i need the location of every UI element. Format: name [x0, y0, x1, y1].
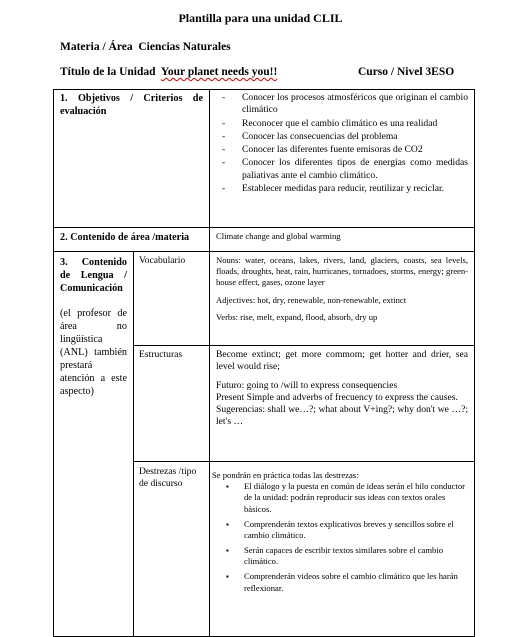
objective-item: - Conocer las diferentes fuente emisoras de CO2: [210, 144, 468, 156]
unit-value: Your planet needs you!!: [160, 66, 278, 78]
content-value: Climate change and global warming: [216, 231, 341, 241]
objective-item: - Conocer las consecuencias del problema: [210, 131, 468, 143]
course-line: [358, 66, 454, 78]
table-row-content: [54, 228, 475, 252]
subject-label: Materia / Área: [60, 41, 133, 53]
objectives-cell: [210, 90, 475, 228]
course-value: 3ESO: [425, 66, 455, 78]
objective-item: - Conocer los diferentes tipos de energías como medidas paliativas ante el cambio climático.: [210, 157, 468, 182]
unit-label: Título de la Unidad: [60, 66, 156, 78]
vocab-verbs: Verbs: rise, melt, expand, flood, absorb, dry up: [216, 311, 378, 322]
subject-value: Ciencias Naturales: [138, 41, 231, 53]
vocab-adjectives: Adjectives: hot, dry, renewable, non-renewable, extinct: [216, 294, 407, 305]
structures-cell: [210, 346, 475, 462]
structures-line: Present Simple and adverbs of frecuency to express the causes.: [216, 391, 458, 403]
vocab-label: Vocabulario: [139, 255, 186, 266]
objectives-list: [210, 92, 468, 195]
skill-item: ▪ El diálogo y la puesta en común de ideas serán el hilo conductor de la unidad: podrán reproducir sus ideas con textos orales básicos.: [212, 481, 468, 515]
skills-label: Destrezas /tipo de discurso: [139, 466, 197, 490]
skills-label-cell: [134, 462, 210, 637]
vocab-cell: [210, 252, 475, 346]
content-header: 2. Contenido de área /materia: [60, 232, 190, 243]
objective-item: - Conocer los procesos atmosféricos que originan el cambio climático: [210, 92, 468, 117]
objective-item: - Reconocer que el cambio climático es una realidad: [210, 118, 468, 130]
structures-line: Sugerencias: shall we…?; what about V+ing?; why don't we …?; let's …: [216, 404, 468, 428]
skills-intro: Se pondrán en práctica todas las destrezas:: [212, 470, 359, 480]
vocab-nouns: Nouns: water, oceans, lakes, rivers, land, glaciers, coasts, sea levels, floads, droughts, heat, rain, hurricanes, tornadoes, storms, energy; green-house effect, gases, ozone layer: [216, 255, 468, 288]
language-header-cell: [54, 252, 134, 637]
objectives-header: 1. Objetivos / Criterios de evaluación: [60, 93, 203, 118]
page-title: Plantilla para una unidad CLIL: [178, 11, 343, 25]
structures-label: Estructuras: [139, 349, 183, 360]
course-label: Curso / Nivel: [358, 66, 423, 78]
content-header-cell: [54, 228, 210, 252]
skill-item: ▪ Comprenderán videos sobre el cambio climático que les harán reflexionar.: [212, 571, 468, 593]
vocab-label-cell: [134, 252, 210, 346]
structures-line: Futuro: going to /will to express consequencies: [216, 379, 398, 391]
table-row-vocabulary: [54, 252, 475, 346]
skill-item: ▪ Comprenderán textos explicativos breves y sencillos sobre el cambio climático.: [212, 519, 468, 541]
skill-item: ▪ Serán capaces de escribir textos similares sobre el cambio climático.: [212, 545, 468, 567]
objective-item: - Establecer medidas para reducir, reutilizar y reciclar.: [210, 183, 468, 195]
skills-list: [212, 481, 468, 594]
language-note: (el profesor de área no lingüística (ANL) también prestará atención a este aspecto): [60, 308, 127, 398]
objectives-header-cell: [54, 90, 210, 228]
unit-line: [60, 66, 277, 78]
table-row-objectives: [54, 90, 475, 228]
structures-line: Become extinct; get more commom; get hotter and drier, sea level would rise;: [216, 349, 468, 373]
clil-table: [53, 89, 475, 637]
language-header: 3. Contenido de Lengua / Comunicación: [60, 257, 127, 295]
structures-label-cell: [134, 346, 210, 462]
content-cell: [210, 228, 475, 252]
subject-line: [60, 41, 231, 53]
skills-cell: [210, 462, 475, 637]
